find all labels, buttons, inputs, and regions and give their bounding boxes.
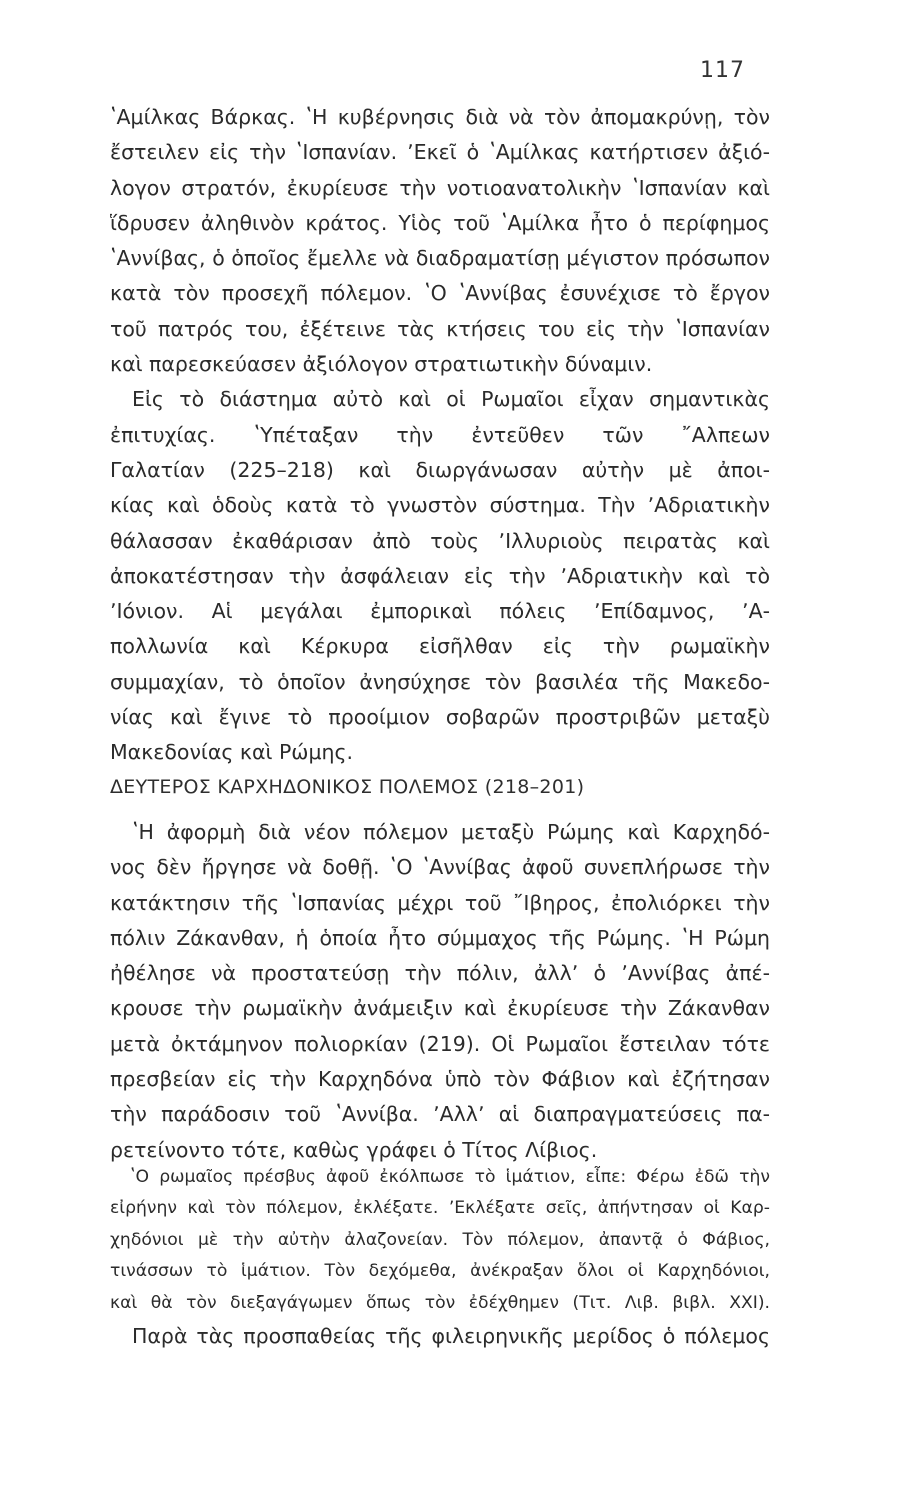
text-line: συμμαχίαν, τὸ ὁποῖον ἀνησύχησε τὸν βασιλέα τῆς Μακεδο- xyxy=(110,669,770,694)
quotation-block xyxy=(110,1162,770,1319)
quote-line: εἰρήνην καὶ τὸν πόλεμον, ἐκλέξατε. ʼΕκλέξατε σεῖς, ἀπήντησαν οἱ Καρ- xyxy=(110,1198,770,1219)
text-section-closing xyxy=(110,1319,770,1354)
text-line: κατάκτησιν τῆς ʽΙσπανίας μέχρι τοῦ ῎Ιβηρος, ἐπολιόρκει τὴν xyxy=(110,890,770,915)
text-line: τοῦ πατρός του, ἐξέτεινε τὰς κτήσεις του εἰς τὴν ʽΙσπανίαν xyxy=(110,316,770,341)
text-line: ʼΙόνιον. Αἱ μεγάλαι ἐμπορικαὶ πόλεις ʼΕπίδαμνος, ʼΑ- xyxy=(110,599,770,624)
text-line: πρεσβείαν εἰς τὴν Καρχηδόνα ὑπὸ τὸν Φάβιον καὶ ἐζήτησαν xyxy=(110,1067,770,1092)
text-line: μετὰ ὀκτάμηνον πολιορκίαν (219). Οἱ Ρωμαῖοι ἔστειλαν τότε xyxy=(110,1031,770,1056)
text-line: ἔστειλεν εἰς τὴν ʽΙσπανίαν. ʼΕκεῖ ὁ ʽΑμίλκας κατήρτισεν ἀξιό- xyxy=(110,140,770,165)
text-line: ἠθέλησε νὰ προστατεύσῃ τὴν πόλιν, ἀλλʼ ὁ ʼΑννίβας ἀπέ- xyxy=(110,961,770,986)
text-line: κατὰ τὸν προσεχῆ πόλεμον. ʽΟ ʽΑννίβας ἐσυνέχισε τὸ ἔργον xyxy=(110,281,770,306)
text-line: πόλιν Ζάκανθαν, ἡ ὁποία ἦτο σύμμαχος τῆς Ρώμης. ʽΗ Ρώμη xyxy=(110,925,770,950)
text-line: ρετείνοντο τότε, καθὼς γράφει ὁ Τίτος Λίβιος. xyxy=(110,1137,598,1162)
text-line: νίας καὶ ἔγινε τὸ προοίμιον σοβαρῶν προστριβῶν μεταξὺ xyxy=(110,705,770,730)
text-line: Παρὰ τὰς προσπαθείας τῆς φιλειρηνικῆς μερίδος ὁ πόλεμος xyxy=(132,1324,770,1348)
text-line: ʽΑμίλκας Βάρκας. ʽΗ κυβέρνησις διὰ νὰ τὸν ἀπομακρύνῃ, τὸν xyxy=(110,105,770,129)
text-line: ἐπιτυχίας. ʽΥπέταξαν τὴν ἐντεῦθεν τῶν ῎Αλπεων xyxy=(110,422,770,447)
text-line: ἵδρυσεν ἀληθινὸν κράτος. Υἱὸς τοῦ ʽΑμίλκα ἦτο ὁ περίφημος xyxy=(110,210,770,235)
text-line: Εἰς τὸ διάστημα αὐτὸ καὶ οἱ Ρωμαῖοι εἶχαν σημαντικὰς xyxy=(132,387,770,412)
quote-line: χηδόνιοι μὲ τὴν αὐτὴν ἀλαζονείαν. Τὸν πόλεμον, ἀπαντᾷ ὁ Φάβιος, xyxy=(110,1229,770,1250)
text-line: Μακεδονίας καὶ Ρώμης. xyxy=(110,740,354,765)
text-section-intro xyxy=(110,100,770,771)
text-line: νος δὲν ἤργησε νὰ δοθῇ. ʽΟ ʽΑννίβας ἀφοῦ συνεπλήρωσε τὴν xyxy=(110,855,770,880)
text-line: καὶ παρεσκεύασεν ἀξιόλογον στρατιωτικὴν δύναμιν. xyxy=(110,352,653,377)
text-line: κίας καὶ ὁδοὺς κατὰ τὸ γνωστὸν σύστημα. Τὴν ʼΑδριατικὴν xyxy=(110,493,770,518)
text-section-war xyxy=(110,815,770,1168)
page-number: 117 xyxy=(700,58,745,83)
text-line: ʽΑννίβας, ὁ ὁποῖος ἔμελλε νὰ διαδραματίσῃ μέγιστον πρόσωπον xyxy=(110,246,770,271)
text-line: λογον στρατόν, ἐκυρίευσε τὴν νοτιοανατολικὴν ʽΙσπανίαν καὶ xyxy=(110,175,770,200)
quote-line: ʽΟ ρωμαῖος πρέσβυς ἀφοῦ ἐκόλπωσε τὸ ἱμάτιον, εἶπε: Φέρω ἐδῶ τὴν xyxy=(130,1167,770,1187)
text-line: ʽΗ ἀφορμὴ διὰ νέον πόλεμον μεταξὺ Ρώμης καὶ Καρχηδό- xyxy=(132,820,770,844)
quote-line: τινάσσων τὸ ἱμάτιον. Τὸν δεχόμεθα, ἀνέκραξαν ὅλοι οἱ Καρχηδόνιοι, xyxy=(110,1261,770,1282)
section-heading: ΔΕΥΤΕΡΟΣ ΚΑΡΧΗΔΟΝΙΚΟΣ ΠΟΛΕΜΟΣ (218–201) xyxy=(110,776,585,798)
text-line: Γαλατίαν (225–218) καὶ διωργάνωσαν αὐτὴν μὲ ἀποι- xyxy=(110,457,770,482)
quote-line: καὶ θὰ τὸν διεξαγάγωμεν ὅπως τὸν ἐδέχθημεν (Τιτ. Λιβ. βιβλ. XXI). xyxy=(110,1292,770,1313)
text-line: ἀποκατέστησαν τὴν ἀσφάλειαν εἰς τὴν ʼΑδριατικὴν καὶ τὸ xyxy=(110,563,770,588)
text-line: κρουσε τὴν ρωμαϊκὴν ἀνάμειξιν καὶ ἐκυρίευσε τὴν Ζάκανθαν xyxy=(110,996,770,1021)
text-line: πολλωνία καὶ Κέρκυρα εἰσῆλθαν εἰς τὴν ρωμαϊκὴν xyxy=(110,634,770,659)
text-line: θάλασσαν ἐκαθάρισαν ἀπὸ τοὺς ʼΙλλυριοὺς πειρατὰς καὶ xyxy=(110,528,770,553)
text-line: τὴν παράδοσιν τοῦ ʽΑννίβα. ʼΑλλʼ αἱ διαπραγματεύσεις πα- xyxy=(110,1102,770,1127)
